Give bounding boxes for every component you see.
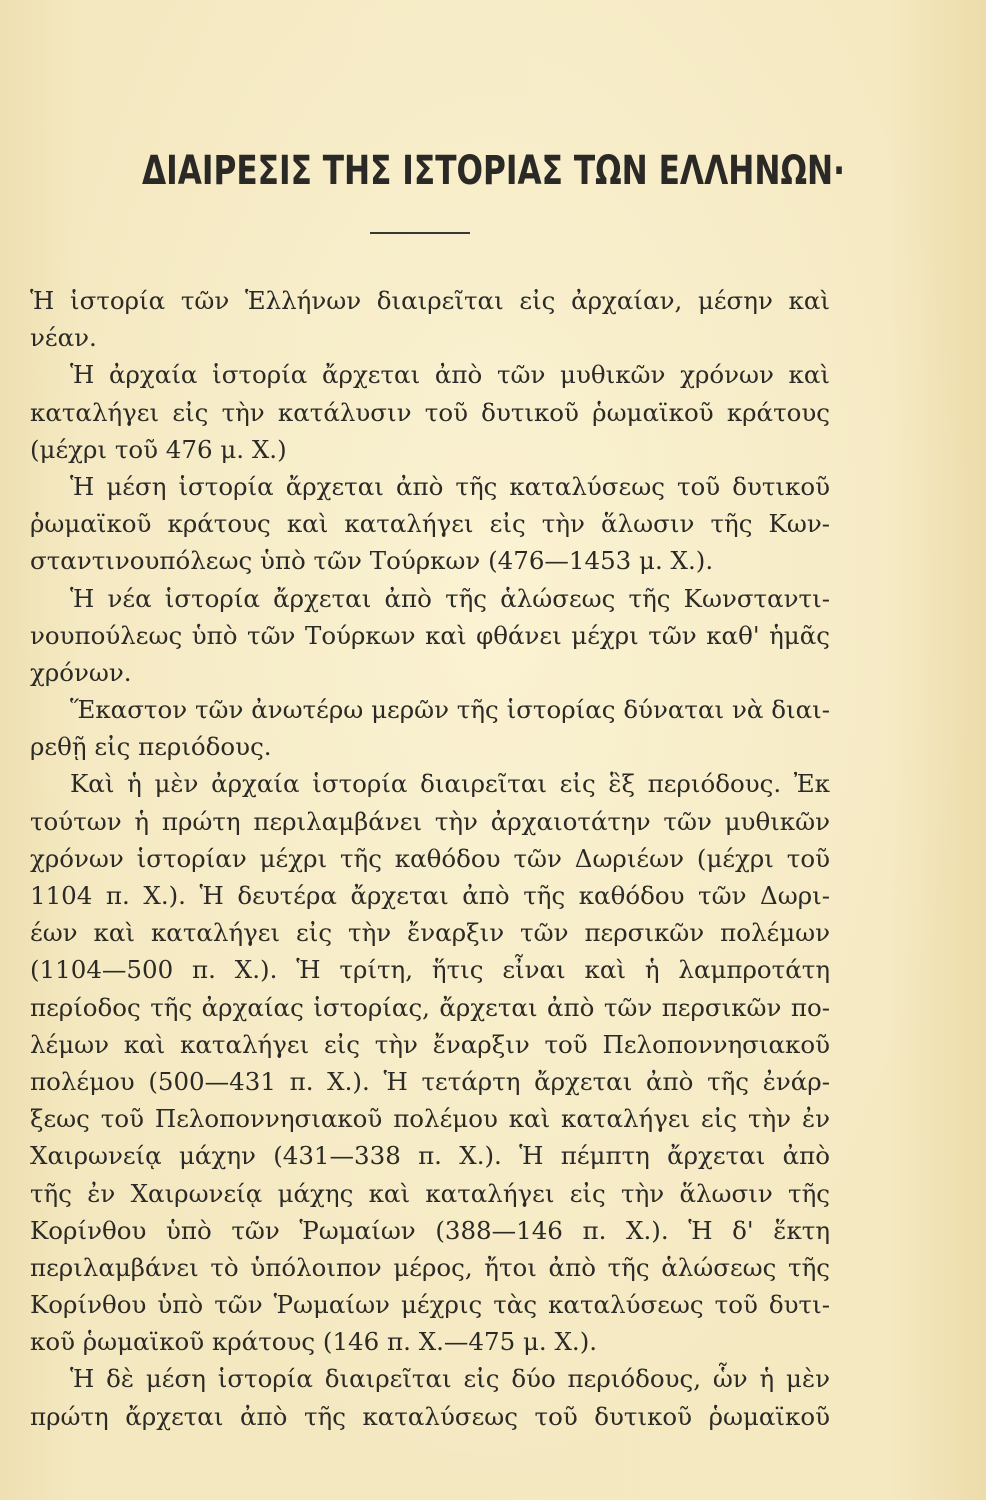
text-line: πρώτη ἄρχεται ἀπὸ τῆς καταλύσεως τοῦ δυτικοῦ ῥωμαϊκοῦ (30, 1401, 830, 1431)
text-line: ρεθῇ εἰς περιόδους. (30, 732, 272, 762)
body-text (30, 282, 830, 1435)
text-line: 1104 π. Χ.). Ἡ δευτέρα ἄρχεται ἀπὸ τῆς καθόδου τῶν Δωρι- (30, 881, 830, 910)
text-line: Χαιρωνείᾳ μάχην (431—338 π. Χ.). Ἡ πέμπτη ἄρχεται ἀπὸ (30, 1141, 830, 1171)
text-line: καταλήγει εἰς τὴν κατάλυσιν τοῦ δυτικοῦ ῥωμαϊκοῦ κράτους (30, 397, 830, 427)
text-line: έων καὶ καταλήγει εἰς τὴν ἔναρξιν τῶν περσικῶν πολέμων (30, 918, 830, 948)
chapter-title: ΔΙΑΙΡΕΣΙΣ ΤΗΣ ΙΣΤΟΡΙΑΣ ΤΩΝ ΕΛΛΗΝΩΝ· (141, 148, 845, 194)
text-line: Ἡ μέση ἱστορία ἄρχεται ἀπὸ τῆς καταλύσεως τοῦ δυτικοῦ (70, 471, 830, 501)
text-line: Ἡ ἱστορία τῶν Ἑλλήνων διαιρεῖται εἰς ἀρχαίαν, μέσην καὶ (30, 286, 830, 315)
text-line: ξεως τοῦ Πελοποννησιακοῦ πολέμου καὶ καταλήγει εἰς τὴν ἐν (30, 1104, 830, 1134)
text-line: νουπούλεως ὑπὸ τῶν Τούρκων καὶ φθάνει μέχρι τῶν καθ' ἡμᾶς (30, 620, 830, 650)
text-line: Κορίνθου ὑπὸ τῶν Ῥωμαίων μέχρις τὰς καταλύσεως τοῦ δυτι- (30, 1290, 830, 1320)
text-line: ῥωμαϊκοῦ κράτους καὶ καταλήγει εἰς τὴν ἅλωσιν τῆς Κων- (30, 509, 830, 539)
text-line: Ἡ δὲ μέση ἱστορία διαιρεῖται εἰς δύο περιόδους, ὧν ἡ μὲν (70, 1364, 830, 1394)
text-line: (μέχρι τοῦ 476 μ. Χ.) (30, 434, 287, 464)
text-line: (1104—500 π. Χ.). Ἡ τρίτη, ἥτις εἶναι καὶ ἡ λαμπροτάτη (30, 955, 830, 985)
text-line: σταντινουπόλεως ὑπὸ τῶν Τούρκων (476—1453 μ. Χ.). (30, 546, 714, 576)
text-line: περιλαμβάνει τὸ ὑπόλοιπον μέρος, ἤτοι ἀπὸ τῆς ἁλώσεως τῆς (30, 1252, 830, 1282)
text-line: πολέμου (500—431 π. Χ.). Ἡ τετάρτη ἄρχεται ἀπὸ τῆς ἐνάρ- (30, 1066, 830, 1096)
text-line: κοῦ ῥωμαϊκοῦ κράτους (146 π. Χ.—475 μ. Χ.). (30, 1327, 598, 1357)
text-line: τούτων ἡ πρώτη περιλαμβάνει τὴν ἀρχαιοτάτην τῶν μυθικῶν (30, 806, 830, 836)
text-line: Καὶ ἡ μὲν ἀρχαία ἱστορία διαιρεῖται εἰς ἓξ περιόδους. Ἐκ (70, 769, 830, 799)
text-line: περίοδος τῆς ἀρχαίας ἱστορίας, ἄρχεται ἀπὸ τῶν περσικῶν πο- (30, 992, 830, 1022)
text-line: Ἕκαστον τῶν ἀνωτέρω μερῶν τῆς ἱστορίας δύναται νὰ διαι- (70, 695, 830, 725)
title-divider (370, 232, 470, 234)
text-line: Κορίνθου ὑπὸ τῶν Ῥωμαίων (388—146 π. Χ.). Ἡ δ' ἕκτη (30, 1215, 830, 1245)
text-line: τῆς ἐν Χαιρωνείᾳ μάχης καὶ καταλήγει εἰς τὴν ἅλωσιν τῆς (30, 1178, 830, 1208)
text-line: Ἡ ἀρχαία ἱστορία ἄρχεται ἀπὸ τῶν μυθικῶν χρόνων καὶ (70, 360, 830, 390)
text-line: Ἡ νέα ἱστορία ἄρχεται ἀπὸ τῆς ἁλώσεως τῆς Κωνσταντι- (70, 583, 830, 613)
text-line: νέαν. (30, 323, 97, 353)
text-line: χρόνων ἱστορίαν μέχρι τῆς καθόδου τῶν Δωριέων (μέχρι τοῦ (30, 843, 830, 873)
text-line: λέμων καὶ καταλήγει εἰς τὴν ἔναρξιν τοῦ Πελοποννησιακοῦ (30, 1029, 830, 1059)
text-line: χρόνων. (30, 657, 132, 687)
